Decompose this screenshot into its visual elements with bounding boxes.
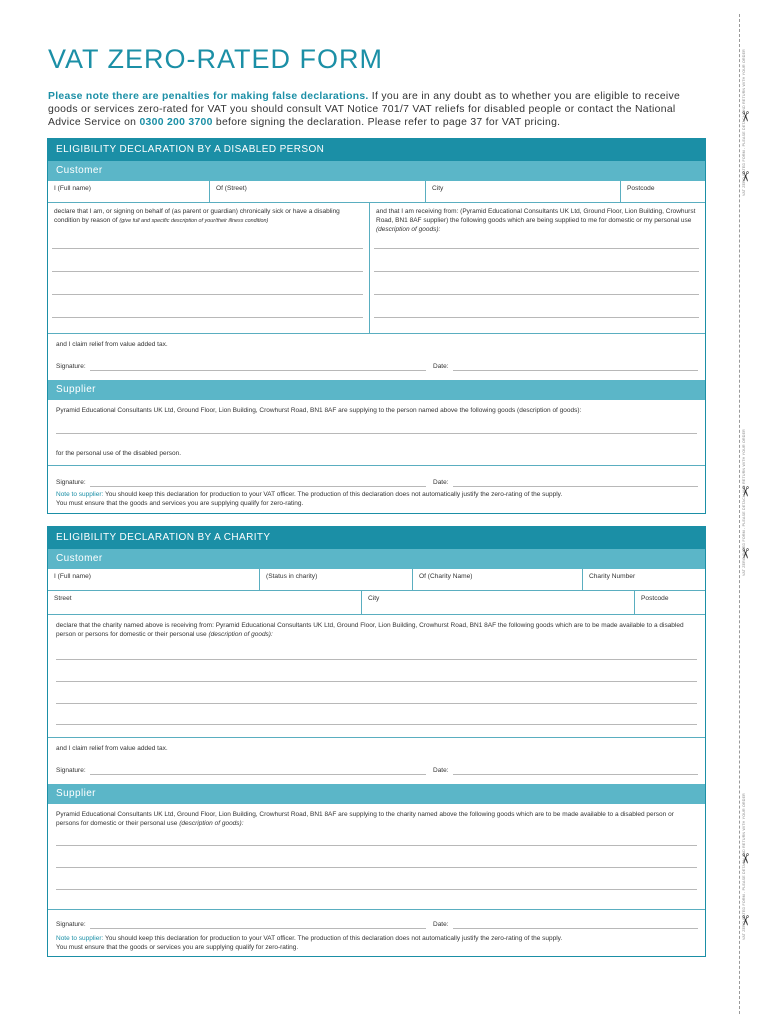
city-field[interactable]: City [426, 181, 621, 202]
scissors-icon: ✂ [737, 170, 754, 183]
charity-goods-line[interactable] [56, 659, 697, 660]
goods-line[interactable] [374, 294, 699, 295]
supplier-note [56, 491, 701, 508]
charity-details-row-2 [48, 591, 705, 615]
date-label: Date: [433, 767, 449, 774]
charity-goods-line[interactable] [56, 703, 697, 704]
supplier-date-label: Date: [433, 479, 449, 486]
goods-line[interactable] [374, 271, 699, 272]
declare-left-note: (give full and specific description of your/their illness condition) [119, 218, 269, 224]
section-heading: ELIGIBILITY DECLARATION BY A DISABLED PERSON [48, 139, 705, 161]
charity-declaration [56, 621, 701, 639]
customer-details-row [48, 181, 705, 203]
scissors-icon: ✂ [737, 547, 754, 560]
supplier-text: Pyramid Educational Consultants UK Ltd, Ground Floor, Lion Building, Crowhurst Road, BN1 8AF are supplying to the charity named above the following goods which are to be made available to a disabled person or persons for domestic or their personal use [56, 811, 674, 827]
street-field[interactable]: Street [48, 591, 362, 614]
condition-declaration [48, 203, 370, 333]
supplier-goods-line[interactable] [56, 845, 697, 846]
charity-declare-text: declare that the charity named above is receiving from: Pyramid Educational Consultants UK Ltd, Ground Floor, Lion Building, Crowhurst Road, BN1 8AF the following goods which are to be made available to a disabled person or persons for domestic or their personal use [56, 622, 684, 638]
goods-line[interactable] [374, 248, 699, 249]
supplier-signature-label: Signature: [56, 921, 86, 928]
divider [48, 465, 705, 466]
section-heading: ELIGIBILITY DECLARATION BY A CHARITY [48, 527, 705, 549]
date-line[interactable] [453, 370, 698, 371]
full-name-field[interactable]: I (Full name) [48, 569, 260, 590]
intro-paragraph [48, 90, 708, 129]
postcode-field[interactable]: Postcode [641, 595, 669, 602]
city-field[interactable]: City [362, 591, 635, 614]
advice-phone-number: 0300 200 3700 [139, 117, 213, 128]
charity-section [47, 526, 706, 957]
supplier-signature-line[interactable] [90, 486, 426, 487]
detach-instruction: VAT ZERO-RATED FORM - PLEASE DETACH AND RETURN WITH YOUR ORDER [742, 793, 746, 940]
detach-instruction: VAT ZERO-RATED FORM - PLEASE DETACH AND RETURN WITH YOUR ORDER [742, 49, 746, 196]
goods-line[interactable] [374, 317, 699, 318]
charity-goods-line[interactable] [56, 724, 697, 725]
customer-heading: Customer [48, 161, 705, 181]
declaration-row [48, 203, 705, 334]
scissors-icon: ✂ [737, 914, 754, 927]
penalty-warning: Please note there are penalties for making false declarations. [48, 91, 369, 102]
supplier-note [56, 935, 701, 952]
supplier-signature-label: Signature: [56, 479, 86, 486]
note-label: Note to supplier: [56, 935, 104, 942]
condition-line[interactable] [52, 317, 363, 318]
personal-use-text: for the personal use of the disabled person. [56, 450, 182, 457]
supplier-signature-line[interactable] [90, 928, 426, 929]
divider [48, 909, 705, 910]
street-field[interactable]: Of (Street) [210, 181, 426, 202]
scissors-icon: ✂ [737, 485, 754, 498]
disabled-person-section [47, 138, 706, 514]
divider [48, 737, 705, 738]
signature-label: Signature: [56, 363, 86, 370]
signature-line[interactable] [90, 370, 426, 371]
note-text-2: You must ensure that the goods and services you are supplying qualify for zero-rating. [56, 499, 304, 507]
claim-relief-text: and I claim relief from value added tax. [56, 745, 168, 752]
declare-right-note: (description of goods): [376, 226, 441, 233]
condition-line[interactable] [52, 248, 363, 249]
supplier-heading: Supplier [48, 380, 705, 400]
customer-heading: Customer [48, 549, 705, 569]
postcode-field[interactable]: Postcode [627, 185, 655, 192]
note-text: You should keep this declaration for production to your VAT officer. The production of this declaration does not automatically justify the zero-rating of the supply. [103, 935, 563, 942]
note-label: Note to supplier: [56, 491, 104, 498]
charity-supplier-text [56, 810, 696, 828]
supplier-text: Pyramid Educational Consultants UK Ltd, Ground Floor, Lion Building, Crowhurst Road, BN1 8AF are supplying to the person named above the following goods (description of goods): [56, 407, 582, 414]
condition-line[interactable] [52, 294, 363, 295]
page-title: VAT ZERO-RATED FORM [48, 44, 383, 74]
date-label: Date: [433, 363, 449, 370]
signature-label: Signature: [56, 767, 86, 774]
intro-text-1: If you are in any doubt as to whether you are eligible to receive goods or services zero-rated for VAT you should consult VAT Notice 701/7 VAT reliefs for disabled people or contact the National Advice Service on [48, 91, 681, 128]
supplier-date-line[interactable] [453, 928, 698, 929]
detach-instruction: VAT ZERO-RATED FORM - PLEASE DETACH AND RETURN WITH YOUR ORDER [742, 429, 746, 576]
status-field[interactable]: (Status in charity) [260, 569, 413, 590]
charity-details-row-1 [48, 569, 705, 591]
supplier-date-line[interactable] [453, 486, 698, 487]
charity-name-field[interactable]: Of (Charity Name) [413, 569, 583, 590]
note-text-2: You must ensure that the goods or services you are supplying qualify for zero-rating. [56, 943, 299, 951]
supplier-goods-line[interactable] [56, 889, 697, 890]
supplier-goods-line[interactable] [56, 867, 697, 868]
declare-right-text: and that I am receiving from: (Pyramid Educational Consultants UK Ltd, Ground Floor, Lion Building, Crowhurst Road, BN1 8AF supplier) the following goods which are being supplied to me for domestic or my personal use [376, 208, 696, 224]
date-line[interactable] [453, 774, 698, 775]
charity-declare-note: (description of goods): [208, 631, 273, 638]
claim-relief-text: and I claim relief from value added tax. [56, 341, 168, 348]
condition-line[interactable] [52, 271, 363, 272]
supplier-date-label: Date: [433, 921, 449, 928]
declare-left-text: declare that I am, or signing on behalf of (as parent or guardian) chronically sick or have a disabling condition by reason of [54, 208, 340, 224]
charity-goods-line[interactable] [56, 681, 697, 682]
charity-number-field[interactable]: Charity Number [589, 573, 636, 580]
scissors-icon: ✂ [737, 852, 754, 865]
goods-declaration [370, 203, 705, 333]
scissors-icon: ✂ [737, 110, 754, 123]
full-name-field[interactable]: I (Full name) [48, 181, 210, 202]
note-text: You should keep this declaration for production to your VAT officer. The production of this declaration does not automatically justify the zero-rating of the supply. [103, 491, 563, 498]
supplier-note-italic: (description of goods): [179, 820, 244, 827]
signature-line[interactable] [90, 774, 426, 775]
supplier-goods-line[interactable] [56, 433, 697, 434]
intro-text-2: before signing the declaration. Please refer to page 37 for VAT pricing. [212, 117, 561, 128]
supplier-heading: Supplier [48, 784, 705, 804]
